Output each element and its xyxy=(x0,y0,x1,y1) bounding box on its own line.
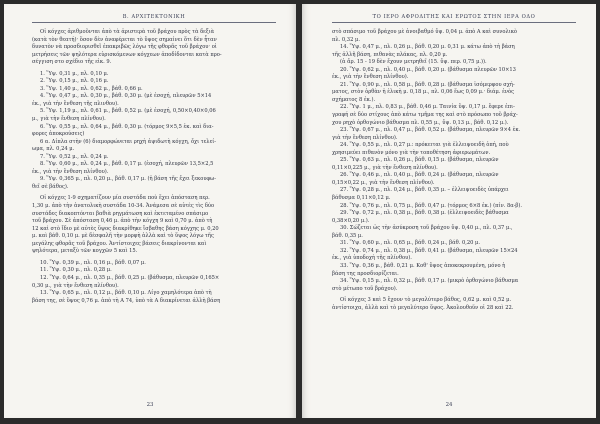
text-line: 0,15×0,22 μ., γιὰ τὴν ἔνθεση πλίνθου). xyxy=(332,179,435,186)
text-line: τοῦ βράχου. Σὲ ἀπόσταση 0,46 μ. ἀπὸ τὴν κόγχη 9 καὶ 0,70 μ. ἀπὸ τὴ xyxy=(32,218,213,225)
list-item-line: 20. Ὕψ. 0,62 μ., πλ. 0,40 μ., βάθ. 0,20 μ. (βάθυσμα πλευρῶν 10×13 xyxy=(340,66,516,73)
list-item-line: 5. Ὕψ. 1,19 μ., πλ. 0,61 μ., βάθ. 0,52 μ. (μὲ ἐσοχή, 0,50×0,40×0,06 xyxy=(40,108,216,115)
list-item-line: 32. Ὕψ. 0,74 μ., πλ. 0,38 μ., βάθ. 0,41 μ. (βάθυσμα, πλευρῶν 15×24 xyxy=(340,247,518,254)
list-item-line: 11. Ὕψ. 0,30 μ., πλ. 0,28 μ. xyxy=(40,267,112,274)
list-item-line: 28. Ὕψ. 0,76 μ., πλ. 0,75 μ., βάθ. 0,47 μ. (τόρμος 6×8 ἑκ.) (πίν. 8α-β). xyxy=(340,202,523,209)
list-item-line: 26. Ὕψ. 0,46 μ., πλ. 0,40 μ., βάθ. 0,24 μ. (βάθυσμα, πλευρῶν xyxy=(340,172,499,179)
text-line: χου ρηχὸ ὀρθογώνιο βάθυσμα πλ. 0,55 μ., ὕψ. 0,13 μ., βάθ. 0,12 μ.). xyxy=(332,119,509,126)
list-item-line: 2. Ὕψ. 0,15 μ., πλ. 0,16 μ. xyxy=(40,78,109,85)
text-line: ἑκ., γιὰ τὴν ἔνθεση τῆς πλινθου). xyxy=(32,100,119,107)
text-line: βάθ. 0,35 μ. xyxy=(332,232,363,239)
text-line: (κατὰ τὸν θεατή)· ὅσον δὲν ἀναφέρεται τὸ ὕψος σημαίνει ὅτι δὲν ἦταν xyxy=(32,36,217,43)
text-line: γραφή σὲ δύο στίχους ἀπὸ κάτω τμῆμα της καὶ στὸ πρόσωπο τοῦ βράχ- xyxy=(332,112,518,119)
text-line: φορες ἀποκρούσεις) xyxy=(32,131,85,138)
list-item-line: 33. Ὕψ. 0,36 μ., βάθ. 0,21 μ. Κοθ' ὕψος ἀποκεκρουμένη, μόνο ἡ xyxy=(340,262,506,269)
text-line: σέγγιση στο σχέδιο τῆς εἰκ. 9. xyxy=(32,59,112,66)
text-line: χρησιμεύει πιθανὸν μόνο γιὰ τὴν τοποθέτηση ἀφιερωμάτων. xyxy=(332,149,491,156)
text-line: βάση της προσδιορίζεται. xyxy=(332,270,399,277)
text-line: βάθυσμα 0,11×0,12 μ. xyxy=(332,195,391,202)
text-line: δυνατὸν νὰ προσδιορισθεῖ ἐπακριβῶς λόγω τῆς φθορᾶς τοῦ βράχου· οἱ xyxy=(32,44,217,51)
text-line: συστάδες διακοπτόνται βαθιὰ ρηγμάτωση καὶ ἐκτεταμένο σπάσιμο xyxy=(32,210,209,217)
text-line: ἑκ., γιὰ ὑποδοχὴ τῆς πλίνθου). xyxy=(332,255,412,262)
text-line: ἑκ., γιὰ τὴν ἔνθεση πλίνθου). xyxy=(32,168,109,175)
text-line: 12 καὶ στὸ ἴδιο μὲ αὐτὲς ὕψος διακρίθηκε ἴσβαθης βάση κόγχης μ. 0,20 xyxy=(32,225,219,232)
list-item-line: 8. Ὕψ. 0,60 μ., πλ. 0,24 μ., βάθ. 0,17 μ. (ἐσοχή, πλευρῶν 13,5×2,5 xyxy=(40,161,214,168)
left-page xyxy=(4,4,296,418)
list-item-line: 14. Ὕψ. 0,47 μ., πλ. 0,26 μ., βάθ. 0,20 μ. 0,31 μ. κάτω ἀπὸ τὴ βάση xyxy=(340,44,515,51)
list-item-line: 1. Ὕψ. 0,31 μ., πλ. 0,10 μ. xyxy=(40,70,109,77)
list-item-line: 23. Ὕψ. 0,67 μ., πλ. 0,47 μ., βάθ. 0,52 μ. (βάθυσμα, πλευρῶν 9×4 ἑκ. xyxy=(340,127,521,134)
text-line: πλ. 0,32 μ. xyxy=(332,36,360,43)
text-line: τῆς ἀλλῆ βάση, πιθανὰς πλάκας, πλ. 0,20 μ. xyxy=(332,51,448,58)
list-item-line: 10. Ὕψ. 0,39 μ., πλ. 0,16 μ., βάθ. 0,07 μ. xyxy=(40,259,146,266)
text-line: ψηλότερα, μεταξὺ τῶν κογχῶν 5 καὶ 15. xyxy=(32,248,138,255)
text-line: μ. καὶ βάθ. 0,10 μ. μὲ δὲσφαλῆ τὴν μορφὴ ἀλλὰ καὶ τὸ ὕψος λόγω τῆς xyxy=(32,233,214,240)
text-line: μετρήσεις τῶν ψηλότερα εὑρισκόμενων κόγχεων ἀποδίδονται κατὰ προ- xyxy=(32,51,222,58)
text-line: Οἱ κόγχες 1-9 σχηματίζουν μία συστάδα ποὺ ἔχει ἀπόσταση περ. xyxy=(40,195,210,202)
running-head: Β. ΑΡΧΙΤΕΚΤΟΝΙΚΗ xyxy=(122,14,186,20)
text-line: σχήματος 8 ἑκ.). xyxy=(332,96,376,103)
list-item-line: 30. Σώζεται ὡς τὴν ἀσύκροση τοῦ βράχου ὕψ. 0,40 μ., πλ. 0,37 μ., xyxy=(340,225,513,232)
page-body xyxy=(332,29,576,312)
list-item-line: 21. Ὕψ. 0,90 μ., πλ. 0,58 μ., βάθ. 0,28 μ. (βάθυσμα ἰσόμερφου σχή- xyxy=(340,81,515,88)
right-page xyxy=(302,4,596,418)
list-item-line: 7. Ὕψ. 0,52 μ., πλ. 0,24 μ. xyxy=(40,153,109,160)
text-line: γιὰ τὴν ἔνθεση πλίνθου). xyxy=(332,134,398,141)
page-body xyxy=(32,29,276,305)
list-item-line: 13. Ὕψ. 0,65 μ., πλ. 0,12 μ., βάθ. 0,10 μ. Λίγο χαμηλότερα ἀπὸ τὴ xyxy=(40,290,212,297)
header-rule xyxy=(332,22,576,23)
list-item-line: 31. Ὕψ. 0,60 μ., πλ. 0,65 μ., βάθ. 0,24 μ., βάθ. 0,20 μ. xyxy=(340,240,481,247)
text-line: στὸ σπάσιμο τοῦ βράχου μὲ ἀνοιβαθμό ὕψ. 0,04 μ. ἀπὸ Α καὶ συνολικὸ xyxy=(332,29,518,35)
list-item-line: 6 α. Δίπλα στὴν (6) διαμορφώνεται ρηχὴ ἀψιδωτὴ κόγχη, ὄχι τελεί- xyxy=(40,138,216,145)
list-item-line: 4. Ὕψ. 0,47 μ., πλ. 0,30 μ., βάθ. 0,30 μ. (μὲ ἐσοχή, πλευρῶν 5×14 xyxy=(40,93,212,100)
list-item-line: 3. Ὕψ. 1,40 μ., πλ. 0,62 μ., βάθ. 0,66 μ. xyxy=(40,85,143,92)
page-number: 23 xyxy=(146,402,154,408)
running-head: ΤΟ ΙΕΡΟ ΑΦΡΟΔΙΤΗΣ ΚΑΙ ΕΡΩΤΟΣ ΣΤΗΝ ΙΕΡΑ ΟΔΟ xyxy=(372,14,536,20)
text-line: ωμα, πλ. 0,24 μ. xyxy=(32,146,75,153)
text-line: Οἱ κόγχες 3 καὶ 5 ἔχουν τὸ μεγαλύτερο βάθος, 0,62 μ. καὶ 0,52 μ. xyxy=(340,297,512,304)
list-item-line: 22. Ὕψ. 1 μ., πλ. 0,83 μ., βάθ. 0,46 μ. Ταινία ὕψ. 0,17 μ. ἔφερε ἐπι- xyxy=(340,104,515,111)
list-item-line: 12. Ὕψ. 0,64 μ., πλ. 0,35 μ., βάθ. 0,25 μ. (βάθυσμα, πλευρῶν 0,165× xyxy=(40,274,220,281)
list-item-line: 6. Ὕψ. 0,55 μ., πλ. 0,64 μ., βάθ. 0,30 μ. (τόρμος 9×5,5 ἑκ. καὶ δια- xyxy=(40,123,214,130)
text-line: στὸ μέτωπο τοῦ βράχου). xyxy=(332,285,398,292)
text-line: 0,11×0,225 μ., γιὰ τὴν ἔνθεση πλίνθου). xyxy=(332,164,438,171)
text-line: ἑκ., γιὰ τὴν ἔνθεση πλίνθου). xyxy=(332,74,409,81)
list-item-line: 29. Ὕψ. 0,72 μ., πλ. 0,38 μ., βάθ. 0,38 μ. (ἐλλειψοειδὲς βάθυσμα xyxy=(340,210,509,217)
header-rule xyxy=(32,22,276,23)
list-item-line: 34. Ὕψ. 0,15 μ., πλ. 0,32 μ., βάθ. 0,17 μ. (μικρὸ ὀρθογώνιο βάθυσμα xyxy=(340,278,519,285)
text-line: 0,38×0,20 μ.). xyxy=(332,217,370,224)
list-item-line: 27. Ὕψ. 0,28 μ., πλ. 0,24 μ., βάθ. 0,35 μ. – ἐλλειψοειδὲς ὑπάρχει xyxy=(340,187,509,194)
text-line: βάση της, σὲ ὕψος 0,76 μ. ἀπὸ τὴ Α 74, ὑπὸ τὰ Α διακρίνεται ἀλλὴ βάση xyxy=(32,297,221,304)
text-line: 1,30 μ. ἀπὸ τὴν ἀνατολικὴ συστάδα 10-34. Ἀνάμεσα σὲ αὐτὲς τὶς δύο xyxy=(32,203,215,210)
text-line: 0,30 μ., γιὰ τὴν ἔνθεση πλίνθου). xyxy=(32,282,119,289)
list-item-line: (ἀ ἄρ. 15 - 19 δὲν ἔχουν μετρηθεῖ (15. ὕψ. περ. 0,75 μ.)). xyxy=(340,59,487,66)
text-line: ματος, στὸν ὀρθὰν ἡ ἑλικὴ μ. 0,18 μ., πλ. 0,06 ἕως 0,09 μ.· διάμ. ἑνὸς xyxy=(332,89,514,96)
page-number: 24 xyxy=(445,402,453,408)
list-item-line: 25. Ὕψ. 0,63 μ., πλ. 0,26 μ., βάθ. 0,15 μ. (βάθυσμα, πλευρῶν xyxy=(340,157,499,164)
text-line: θεῖ σὲ βάθος). xyxy=(32,183,69,190)
text-line: ἀντίστοιχα, ἀλλὰ καὶ τὸ μεγαλύτερο ὕψος. Ἀκολουθοῦν οἱ 28 καὶ 22. xyxy=(332,304,514,311)
text-line: μεγάλης φθορᾶς τοῦ βράχου. Ἀντίστοιχες βάσεις διακρίνονται καὶ xyxy=(32,240,207,247)
list-item-line: 9. Ὕψ. 0,365 μ., πλ. 0,20 μ., βάθ. 0,17 μ. (ἡ βάση τῆς ἔχει ξεκουφω- xyxy=(40,176,216,183)
list-item-line: 24. Ὕψ. 0,55 μ., πλ. 0,27 μ.: πρόκειται γιὰ ἐλλειψοειδὴ ὀπή, ποὺ xyxy=(340,142,509,149)
text-line: Οἱ κόγχες ἀριθμοῦνται ἀπὸ τὰ ἀριστερὰ τοῦ βράχου πρὸς τὰ δεξιὰ xyxy=(40,29,215,35)
text-line: μ., γιὰ τὴν ἔνθεση πλίνθου). xyxy=(32,116,106,123)
